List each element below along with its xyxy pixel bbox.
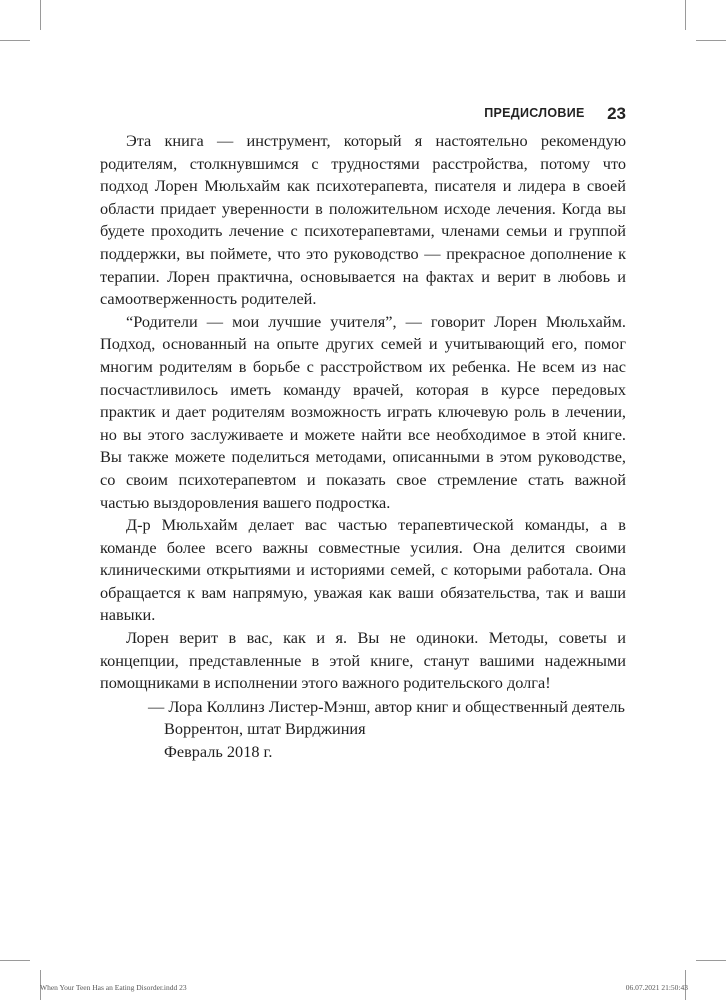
crop-mark-top-left — [0, 40, 30, 41]
signature-author: — Лора Коллинз Листер-Мэнш, автор книг и общественный деятель — [148, 696, 625, 716]
signature-block — [100, 696, 626, 764]
paragraph: “Родители — мои лучшие учителя”, — говорит Лорен Мюльхайм. Подход, основанный на опыте других семей и учитывающий его, помог многим родителям в борьбе с расстройством их ребенка. Не всем из нас посчастливилось иметь команду врачей, которая в курсе передовых практик и дает родителям возможность играть ключевую роль в лечении, но вы этого заслуживаете и можете найти все необходимое в этой книге. Вы также можете поделиться методами, описанными в этом руководстве, со своим психотерапевтом и показать свое стремление стать важной частью выздоровления вашего подростка. — [100, 311, 626, 512]
signature-date: Февраль 2018 г. — [164, 742, 273, 762]
crop-mark-top-right-vertical — [685, 0, 686, 30]
crop-mark-bottom-left — [0, 960, 30, 961]
paragraph: Лорен верит в вас, как и я. Вы не одиноки. Методы, советы и концепции, представленные в этой книге, станут вашими надежными помощниками в исполнении этого важного родительского долга! — [100, 628, 626, 693]
running-head — [70, 104, 626, 124]
page-number: 23 — [607, 104, 626, 123]
crop-mark-top-left-vertical — [40, 0, 41, 30]
body-text — [100, 130, 626, 764]
crop-mark-top-right — [696, 40, 726, 41]
signature-location: Воррентон, штат Вирджиния — [164, 719, 366, 739]
paragraph: Эта книга — инструмент, который я настоятельно рекомендую родителям, столкнувшимся с трудностями расстройства, потому что подход Лорен Мюльхайм как психотерапевта, писателя и лидера в своей области придает уверенности в положительном исходе лечения. Когда вы будете проходить лечение с психотерапевтами, членами семьи и группой поддержки, вы поймете, что это руководство — прекрасное дополнение к терапии. Лорен практична, основывается на фактах и верит в любовь и самоотверженность родителей. — [100, 131, 626, 309]
paragraph: Д-р Мюльхайм делает вас частью терапевтической команды, а в команде более всего важны совместные усилия. Она делится своими клиническими открытиями и историями семей, с которыми работала. Она обращается к вам напрямую, уважая как ваши обязательства, так и ваши навыки. — [100, 515, 626, 625]
slug-timestamp: 06.07.2021 21:50:43 — [625, 983, 688, 992]
slug-filename: When Your Teen Has an Eating Disorder.indd 23 — [40, 983, 187, 992]
crop-mark-bottom-right — [696, 960, 726, 961]
section-title: ПРЕДИСЛОВИЕ — [484, 106, 585, 120]
